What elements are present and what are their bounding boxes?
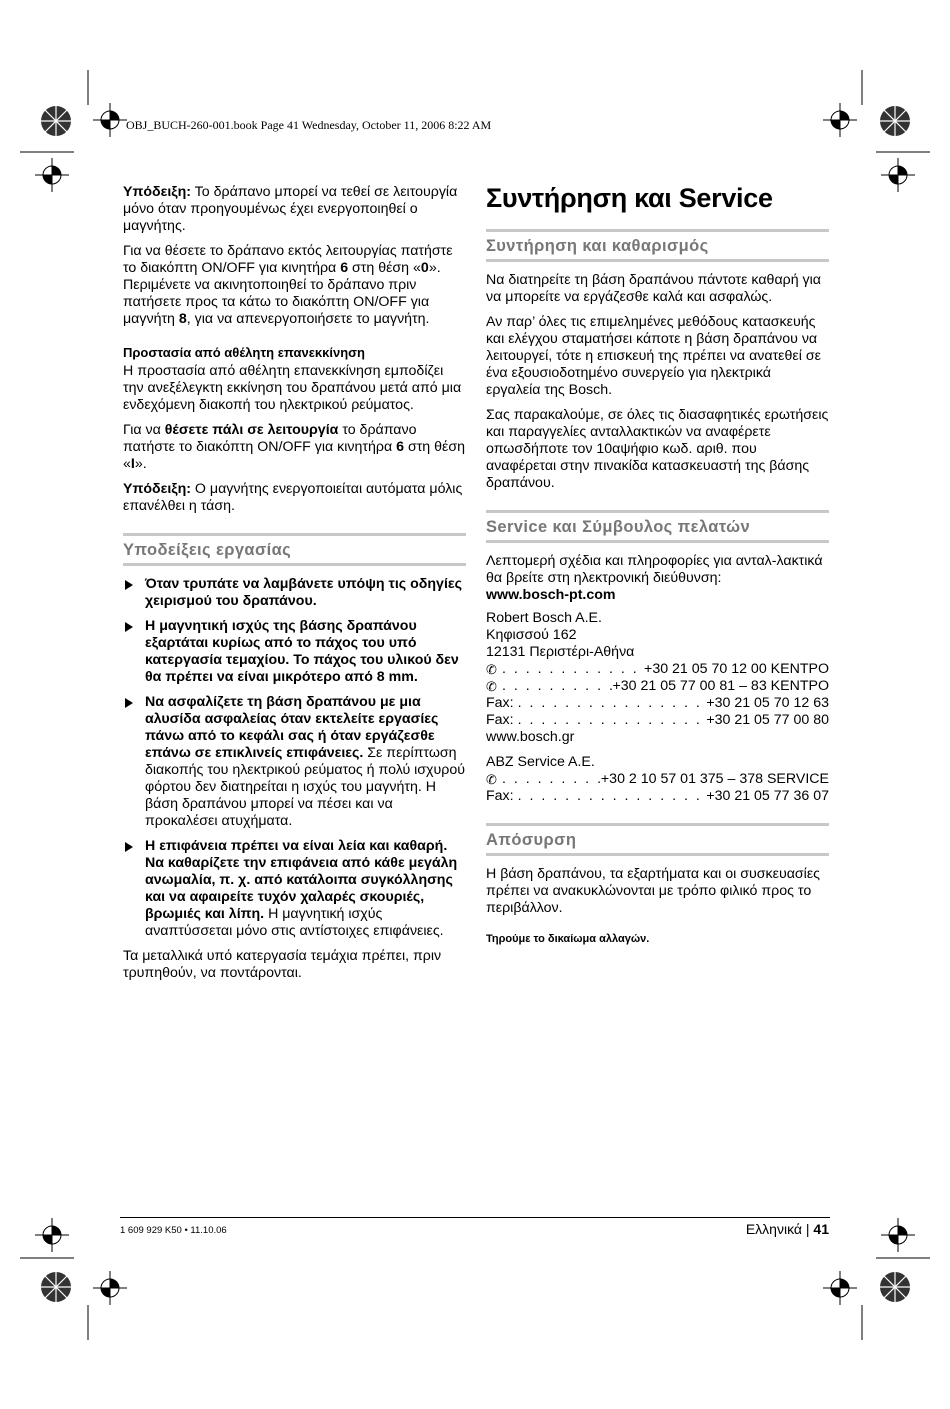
company-name: Robert Bosch A.E. xyxy=(486,610,602,626)
phone-number: +30 2 10 57 01 375 – 378 SERVICE xyxy=(600,771,829,787)
dot-leader xyxy=(514,788,707,805)
bullet-item xyxy=(123,838,466,940)
text: Περιμένετε να ακινητοποιηθεί το δράπανο πριν πατήσετε προς τα κάτω το διακόπτη ON/OFF για μαγνήτη xyxy=(123,277,430,327)
section-title: Συντήρηση και Service xyxy=(486,183,773,213)
text: στη θέση « xyxy=(123,439,465,472)
maintenance-paragraph: Σας παρακαλούμε, σε όλες τις διασαφητικές ερωτήσεις και παραγγελίες ανταλλακτικών να αναφέρετε οπωσδήποτε τον 10αψήφιο κωδ. αριθ. που αναφέρεται στην πινακίδα κατασκευαστή της βάσης δραπάνου. xyxy=(486,407,829,491)
note-text: Ο μαγνήτης ενεργοποιείται αυτόματα μόλις επανέλθει η τάση. xyxy=(123,481,463,514)
bullet-item xyxy=(123,576,466,610)
bullet-text: Η μαγνητική ισχύς της βάσης δραπάνου εξαρτάται κυρίως από το πάχος του υπό κατεργασία τεμαχίου. Το πάχος του υλικού δεν θα πρέπει να είναι μικρότερο από 8 mm. xyxy=(145,618,459,685)
fax-label: Fax: xyxy=(486,695,514,711)
phone-line xyxy=(486,678,829,695)
dot-leader xyxy=(498,661,644,678)
fax-label: Fax: xyxy=(486,788,514,804)
service-heading: Service και Σύμβουλος πελατών xyxy=(486,510,829,543)
footer-code: 1 609 929 K50 • 11.10.06 xyxy=(120,1225,227,1236)
fax-line xyxy=(486,788,829,805)
work-tips-heading: Υποδείξεις εργασίας xyxy=(123,533,466,566)
fax-line xyxy=(486,695,829,712)
reserve-note: Τηρούμε το δικαίωμα αλλαγών. xyxy=(486,933,650,945)
footer-page xyxy=(746,1221,829,1237)
dot-leader xyxy=(498,771,601,788)
page-number: 41 xyxy=(813,1221,829,1237)
switch-position: 0 xyxy=(420,260,429,276)
footer-rule xyxy=(120,1217,830,1218)
bullet-bold-text: Να ασφαλίζετε τη βάση δραπάνου με μια αλυσίδα ασφαλείας όταν εκτελείτε εργασίες πάνω από το κεφάλι σας ή όταν εργάζεσθε επάνω σε επικλινείς επιφάνειες. xyxy=(145,694,439,761)
phone-icon: ✆ xyxy=(486,772,497,787)
phone-line xyxy=(486,661,829,678)
bullet-text: Σε περίπτωση διακοπής του ηλεκτρικού ρεύματος ή πολύ ισχυρού φόρτου δεν διατηρείται η ισχύς του μαγνήτη. Η βάση δραπάνου μπορεί να πέσει και να προκαλέσει ατυχήματα. xyxy=(145,745,465,829)
restart-protection-text: Η προστασία από αθέλητη επανεκκίνηση εμποδίζει την ανεξέλεγκτη εκκίνηση του δραπάνου μετά από μια ενδεχόμενη διακοπή του ηλεκτρικού ρεύματος. xyxy=(123,363,462,413)
triangle-bullet-icon xyxy=(125,842,133,852)
ref-number: 8 xyxy=(178,311,187,327)
text: ». xyxy=(134,456,147,472)
switch-position: I xyxy=(130,456,135,472)
dot-leader xyxy=(514,712,707,729)
disposal-heading: Απόσυρση xyxy=(486,823,829,856)
left-column xyxy=(123,184,466,990)
phone-icon: ✆ xyxy=(486,679,497,694)
text: στη θέση « xyxy=(348,260,421,276)
bullet-text: Η μαγνητική ισχύς αναπτύσσεται μόνο στις αντίστοιχες επιφάνειες. xyxy=(145,906,444,939)
note-paragraph xyxy=(123,184,466,235)
city-address: 12131 Περιστέρι-Αθήνα xyxy=(486,644,635,660)
company-name: ABZ Service A.E. xyxy=(486,754,595,770)
print-header: OBJ_BUCH-260-001.book Page 41 Wednesday, October 11, 2006 8:22 AM xyxy=(126,118,492,132)
maintenance-paragraph: Να διατηρείτε τη βάση δραπάνου πάντοτε καθαρή για να μπορείτε να εργάζεσθε καλά και ασφαλώς. xyxy=(486,272,821,305)
triangle-bullet-icon xyxy=(125,622,133,632)
triangle-bullet-icon xyxy=(125,580,133,590)
website[interactable]: www.bosch.gr xyxy=(486,729,575,745)
maintenance-heading: Συντήρηση και καθαρισμός xyxy=(486,229,829,262)
service-intro xyxy=(486,553,829,604)
language-label: Ελληνικά | xyxy=(745,1221,814,1237)
phone-number: +30 21 05 70 12 00 ΚΕΝΤΡΟ xyxy=(644,661,829,677)
switch-off-paragraph xyxy=(123,243,466,277)
fax-number: +30 21 05 77 00 80 xyxy=(706,712,829,728)
restart-protection-heading: Προστασία από αθέλητη επανεκκίνηση xyxy=(123,345,365,360)
ref-number: 6 xyxy=(340,260,349,276)
dot-leader xyxy=(514,695,707,712)
street-address: Κηφισσού 162 xyxy=(486,627,577,643)
bold-text: θέσετε πάλι σε λειτουργία xyxy=(164,422,339,438)
note-paragraph xyxy=(123,481,466,515)
fax-number: +30 21 05 70 12 63 xyxy=(706,695,829,711)
text: το δράπανο πατήστε το διακόπτη ON/OFF για κινητήρα xyxy=(123,422,417,455)
bullet-bold-text: Η επιφάνεια πρέπει να είναι λεία και καθαρή. Να καθαρίζετε την επιφάνεια από κάθε μεγάλη ανωμαλία, π. χ. από κατάλοιπα συγκόλλησης και να αφαιρείτε τυχόν χαλαρές σκουριές, βρωμιές και λίπη. xyxy=(145,838,458,922)
contact-block xyxy=(486,610,829,805)
note-text: Το δράπανο μπορεί να τεθεί σε λειτουργία μόνο όταν προηγουμένως έχει ενεργοποιηθεί ο μαγνήτης. xyxy=(123,184,458,234)
bullet-item xyxy=(123,618,466,686)
bullet-text: Όταν τρυπάτε να λαμβάνετε υπόψη τις οδηγίες χειρισμού του δραπάνου. xyxy=(145,576,462,609)
switch-on-paragraph xyxy=(123,422,466,473)
bullet-item xyxy=(123,694,466,830)
center-punch-paragraph: Τα μεταλλικά υπό κατεργασία τεμάχια πρέπει, πριν τρυπηθούν, να ποντάρονται. xyxy=(123,948,442,981)
dot-leader xyxy=(498,678,612,695)
right-column xyxy=(486,183,829,948)
text: Για να xyxy=(123,422,165,438)
maintenance-paragraph: Αν παρ’ όλες τις επιμελημένες μεθόδους κατασκευής και ελέγχου σταματήσει κάποτε η βάση δραπάνου να λειτουργεί, τότε η επισκευή της πρέπει να ανατεθεί σε ένα εξουσιοδοτημένο συνεργείο για ηλεκτρικά εργαλεία της Bosch. xyxy=(486,314,821,398)
text: Για να θέσετε το δράπανο εκτός λειτουργίας πατήστε το διακόπτη ON/OFF για κινητήρα xyxy=(123,243,453,276)
text: , για να απενεργοποιήσετε το μαγνήτη. xyxy=(186,311,430,327)
magnet-off-paragraph xyxy=(123,277,466,328)
fax-label: Fax: xyxy=(486,712,514,728)
note-label: Υπόδειξη: xyxy=(123,184,191,200)
disposal-text: Η βάση δραπάνου, τα εξαρτήματα και οι συσκευασίες πρέπει να ανακυκλώνονται με τρόπο φιλικό προς το περιβάλλον. xyxy=(486,866,820,916)
text: ». xyxy=(428,260,441,276)
fax-number: +30 21 05 77 36 07 xyxy=(706,788,829,804)
service-url-link[interactable]: www.bosch-pt.com xyxy=(486,587,616,603)
triangle-bullet-icon xyxy=(125,698,133,708)
text: Λεπτομερή σχέδια και πληροφορίες για ανταλ-λακτικά θα βρείτε στη ηλεκτρονική διεύθυνση: xyxy=(486,553,823,586)
phone-icon: ✆ xyxy=(486,662,497,677)
phone-line xyxy=(486,771,829,788)
ref-number: 6 xyxy=(396,439,404,455)
phone-number: +30 21 05 77 00 81 – 83 ΚΕΝΤΡΟ xyxy=(612,678,829,694)
fax-line xyxy=(486,712,829,729)
note-label: Υπόδειξη: xyxy=(123,481,191,497)
